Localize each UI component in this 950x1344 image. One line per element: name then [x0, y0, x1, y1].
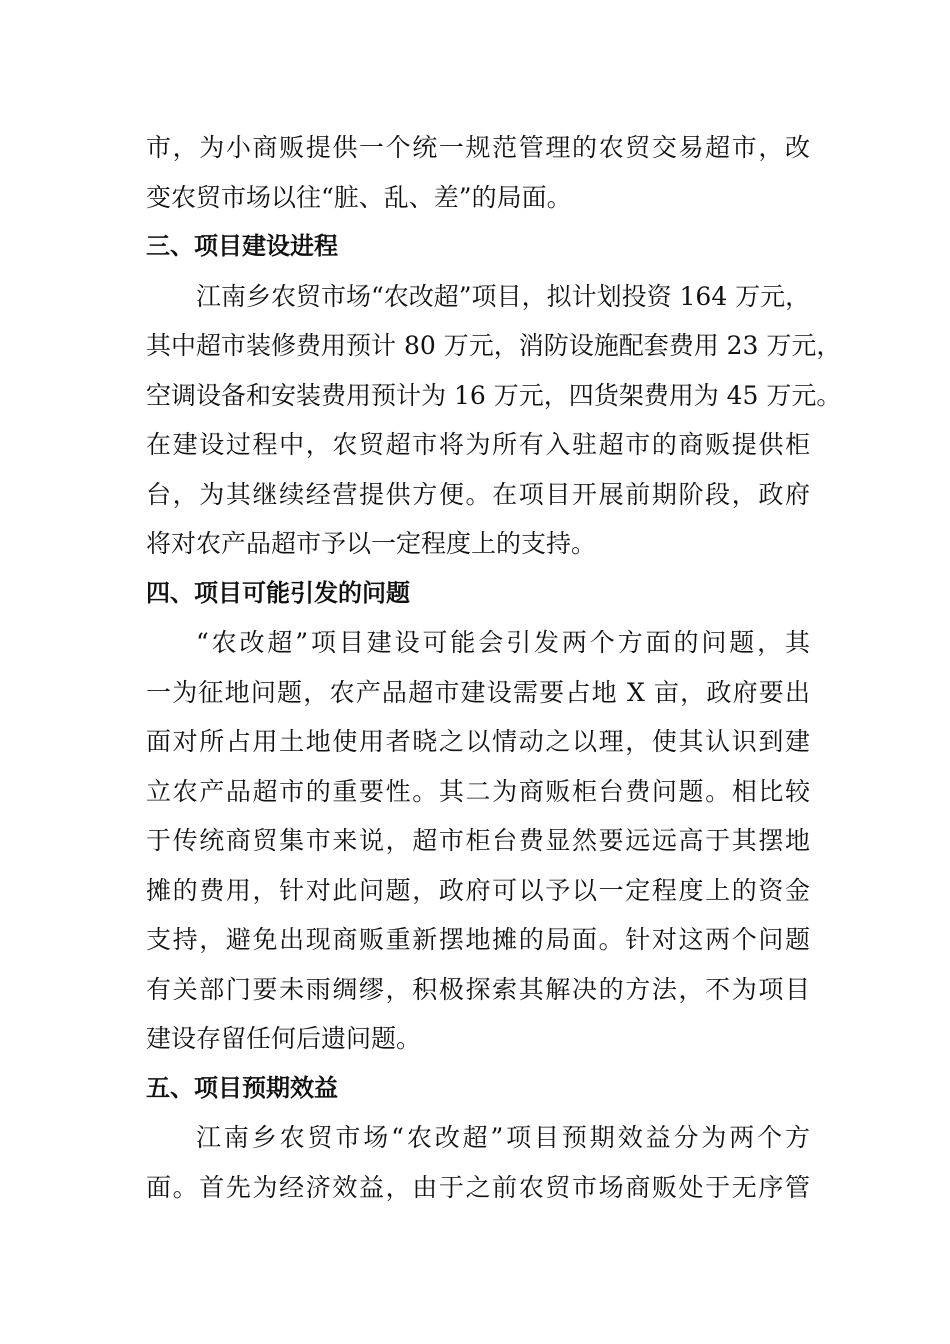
section-5	[146, 1064, 810, 1213]
paragraph-line: 于传统商贸集市来说，超市柜台费显然要远远高于其摆地	[146, 826, 810, 855]
section-heading: 四、项目可能引发的问题	[146, 578, 410, 607]
paragraph-line: 立农产品超市的重要性。其二为商贩柜台费问题。相比较	[146, 776, 810, 806]
paragraph-line: 一为征地问题，农产品超市建设需要占地 X 亩，政府要出	[146, 677, 810, 707]
paragraph-line: 建设存留任何后遗问题。	[146, 1024, 422, 1053]
paragraph-line: 市，为小商贩提供一个统一规范管理的农贸交易超市，改	[146, 133, 810, 162]
section-heading: 三、项目建设进程	[146, 232, 338, 260]
paragraph-line: “农改超”项目建设可能会引发两个方面的问题，其	[196, 628, 810, 657]
section-5-paragraph	[146, 1113, 810, 1212]
paragraph-line: 江南乡农贸市场“农改超”项目，拟计划投资 164 万元，	[196, 281, 811, 311]
document-page	[146, 123, 842, 1212]
paragraph-line: 在建设过程中，农贸超市将为所有入驻超市的商贩提供柜	[146, 430, 810, 459]
section-4-paragraph	[146, 618, 810, 1064]
paragraph-line: 有关部门要未雨绸缪，积极探索其解决的方法，不为项目	[146, 974, 810, 1004]
paragraph-line: 变农贸市场以往“脏、乱、差”的局面。	[146, 182, 572, 212]
paragraph-line: 面对所占用土地使用者晓之以情动之以理，使其认识到建	[146, 727, 810, 756]
paragraph-line: 台，为其继续经营提供方便。在项目开展前期阶段，政府	[146, 479, 810, 509]
section-3-paragraph	[146, 272, 842, 569]
paragraph-line: 面。首先为经济效益，由于之前农贸市场商贩处于无序管	[146, 1172, 810, 1202]
paragraph-line: 摊的费用，针对此问题，政府可以予以一定程度上的资金	[146, 875, 810, 905]
paragraph-line: 支持，避免出现商贩重新摆地摊的局面。针对这两个问题	[146, 925, 810, 954]
paragraph-line: 其中超市装修费用预计 80 万元，消防设施配套费用 23 万元，	[146, 331, 842, 360]
paragraph-line: 江南乡农贸市场“农改超”项目预期效益分为两个方	[196, 1123, 810, 1152]
paragraph-line: 空调设备和安装费用预计为 16 万元，四货架费用为 45 万元。	[146, 380, 842, 410]
section-3	[146, 222, 842, 569]
section-heading: 五、项目预期效益	[146, 1073, 338, 1102]
intro-paragraph	[146, 123, 810, 222]
paragraph-line: 将对农产品超市予以一定程度上的支持。	[146, 529, 597, 558]
section-4	[146, 569, 810, 1064]
